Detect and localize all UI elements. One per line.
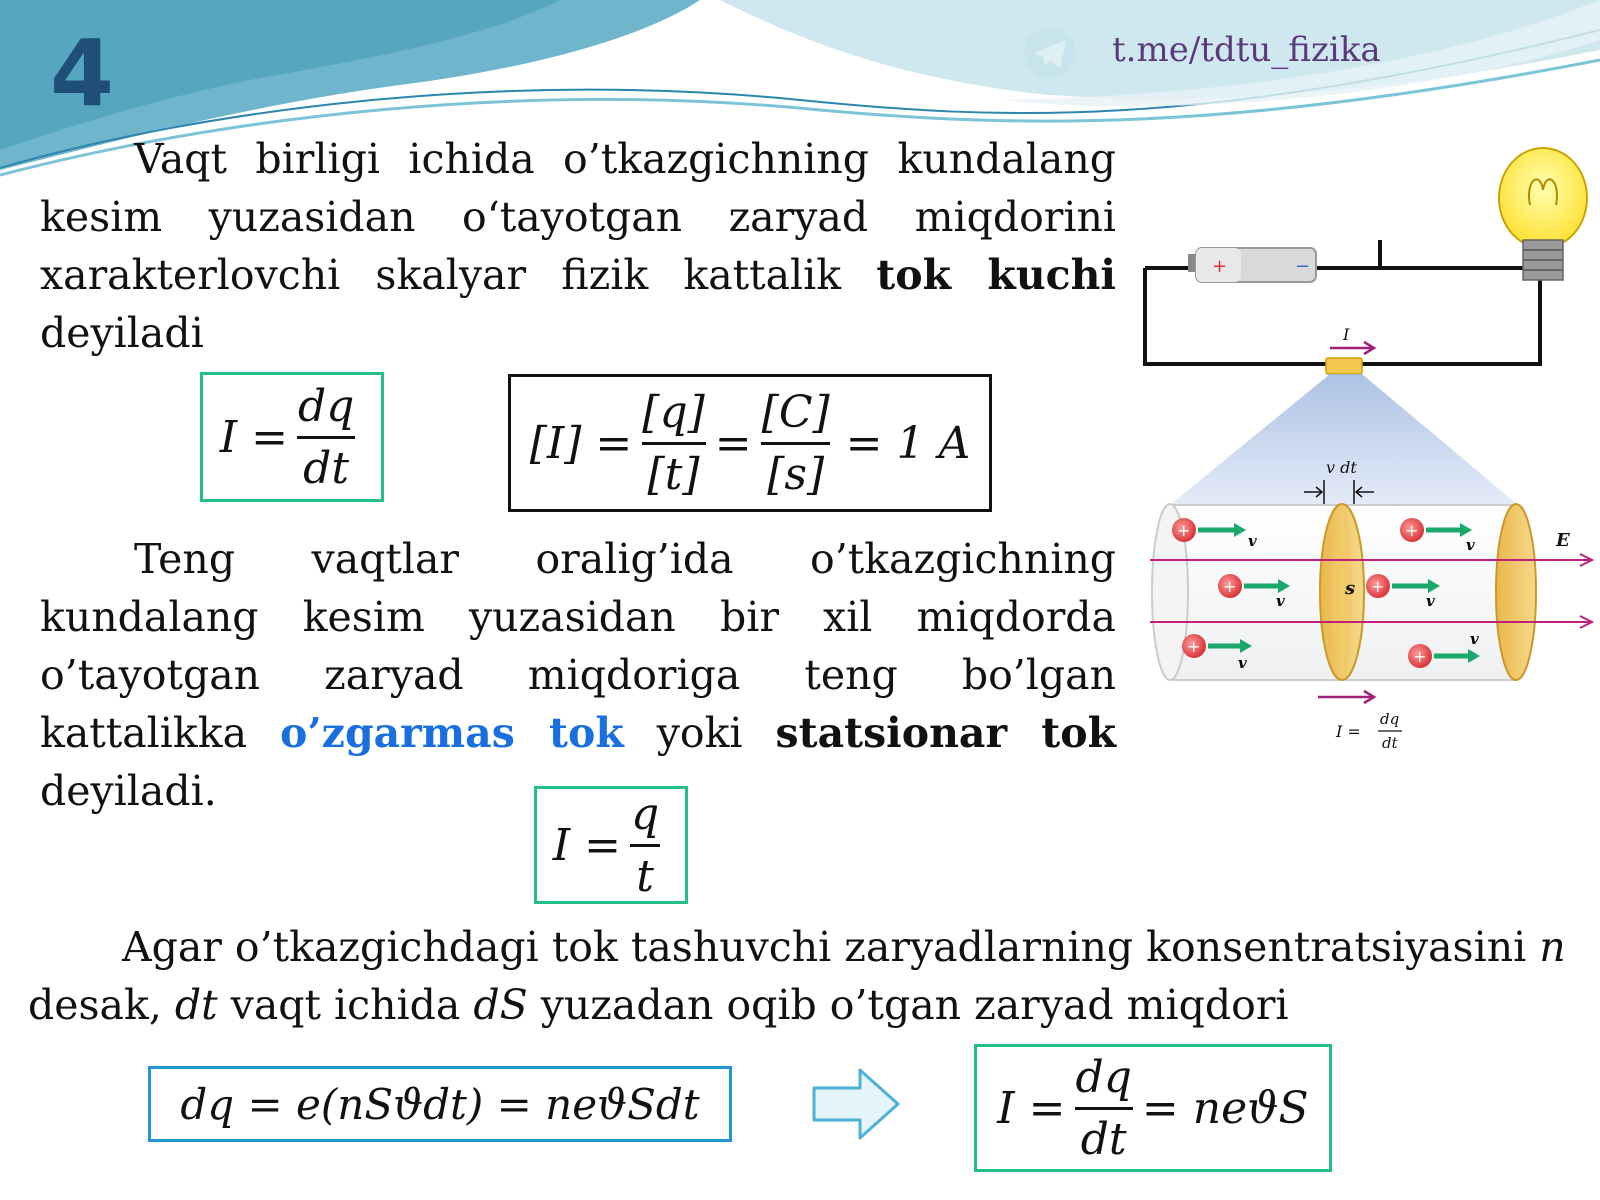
formula2-den1: [t] [642,442,706,500]
var-dS: dS [473,981,528,1029]
formula2-fraction-2 [756,387,836,500]
battery-icon [1188,248,1316,282]
light-bulb-icon [1499,148,1587,280]
svg-text:+: + [1212,256,1228,277]
svg-text:v: v [1466,536,1475,554]
paragraph-current-definition [40,130,1116,362]
formula2-rhs: = 1 A [845,417,971,469]
svg-text:v: v [1470,630,1479,648]
svg-text:v: v [1276,592,1285,610]
formula5-rhs: = neϑS [1141,1082,1309,1134]
telegram-icon [1020,26,1080,80]
svg-text:+: + [1413,647,1427,666]
term-tok-kuchi: tok kuchi [876,251,1116,299]
conductor-current-diagram [1140,140,1600,760]
formula-units [508,374,992,512]
svg-text:+: + [1187,637,1201,656]
svg-text:+: + [1223,577,1237,596]
svg-text:+: + [1405,521,1419,540]
slide-number: 4 [50,20,113,127]
formula3-numerator: q [631,788,660,840]
svg-text:v: v [1426,592,1435,610]
para3-line1: Agar o’tkazgichdagi tok tashuvchi zaryadlarning konsentratsiyasini [122,923,1540,971]
formula1-denominator: dt [297,436,355,494]
term-statsionar-tok: statsionar tok [775,709,1116,757]
formula-current-ratio [534,786,688,904]
para3-line2-b: vaqt ichida [217,981,474,1029]
para2-text-end: deyiladi. [40,767,217,815]
svg-text:v: v [1238,654,1247,672]
svg-text:E: E [1556,530,1570,551]
svg-text:+: + [1371,577,1385,596]
para1-text-end: deyiladi [40,309,204,357]
para3-line2-c: yuzadan oqib o’tgan zaryad miqdori [527,981,1289,1029]
var-n: n [1539,923,1566,971]
formula2-equals: = [714,417,752,469]
formula-current-derivative [200,372,384,502]
formula4-text: dq = e(nSϑdt) = neϑSdt [180,1079,700,1129]
formula3-denominator: t [630,844,660,902]
svg-text:I: I [1343,325,1350,344]
formula1-lhs: I = [219,411,288,463]
svg-text:dt: dt [1382,734,1398,752]
svg-text:v: v [1248,532,1257,550]
formula-charge-element [148,1066,732,1142]
formula1-numerator: dq [297,380,355,432]
formula3-fraction [625,789,665,902]
svg-text:+: + [1177,521,1191,540]
formula2-fraction-1 [636,387,711,500]
formula2-num1: [q] [642,386,705,438]
formula2-num2: [C] [761,386,830,438]
formula5-numerator: dq [1075,1051,1132,1103]
para3-line2-a: desak, [28,981,175,1029]
formula-current-density-result [974,1044,1332,1172]
right-arrow-icon [810,1064,902,1144]
para2-text-start: Teng vaqtlar oralig’ida o’tkazgichning kundalang kesim yuzasidan bir xil miqdorda o’tayotgan zaryad miqdoriga teng bo’lgan kattalikka [40,535,1116,757]
svg-text:s: s [1345,578,1356,599]
paragraph-steady-current [40,530,1116,820]
svg-text:−: − [1295,256,1311,277]
svg-text:dq: dq [1380,710,1400,728]
formula5-fraction [1070,1052,1138,1165]
formula5-lhs: I = [997,1082,1066,1134]
svg-text:I =: I = [1336,722,1361,741]
paragraph-concentration [28,918,1588,1034]
svg-text:v dt: v dt [1326,458,1357,477]
formula3-lhs: I = [552,819,622,871]
var-dt: dt [174,981,218,1029]
term-ozgarmas-tok: o’zgarmas tok [280,709,624,757]
formula1-fraction [292,381,360,494]
para1-text-start: Vaqt birligi ichida o’tkazgichning kundalang kesim yuzasidan o‘tayotgan zaryad miqdorini xarakterlovchi skalyar fizik kattalik [40,135,1116,299]
channel-link[interactable]: t.me/tdtu_fizika [1112,30,1381,70]
para2-text-mid: yoki [623,709,776,757]
formula5-denominator: dt [1075,1107,1133,1165]
formula2-den2: [s] [761,442,830,500]
formula2-lhs: [I] = [529,417,633,469]
